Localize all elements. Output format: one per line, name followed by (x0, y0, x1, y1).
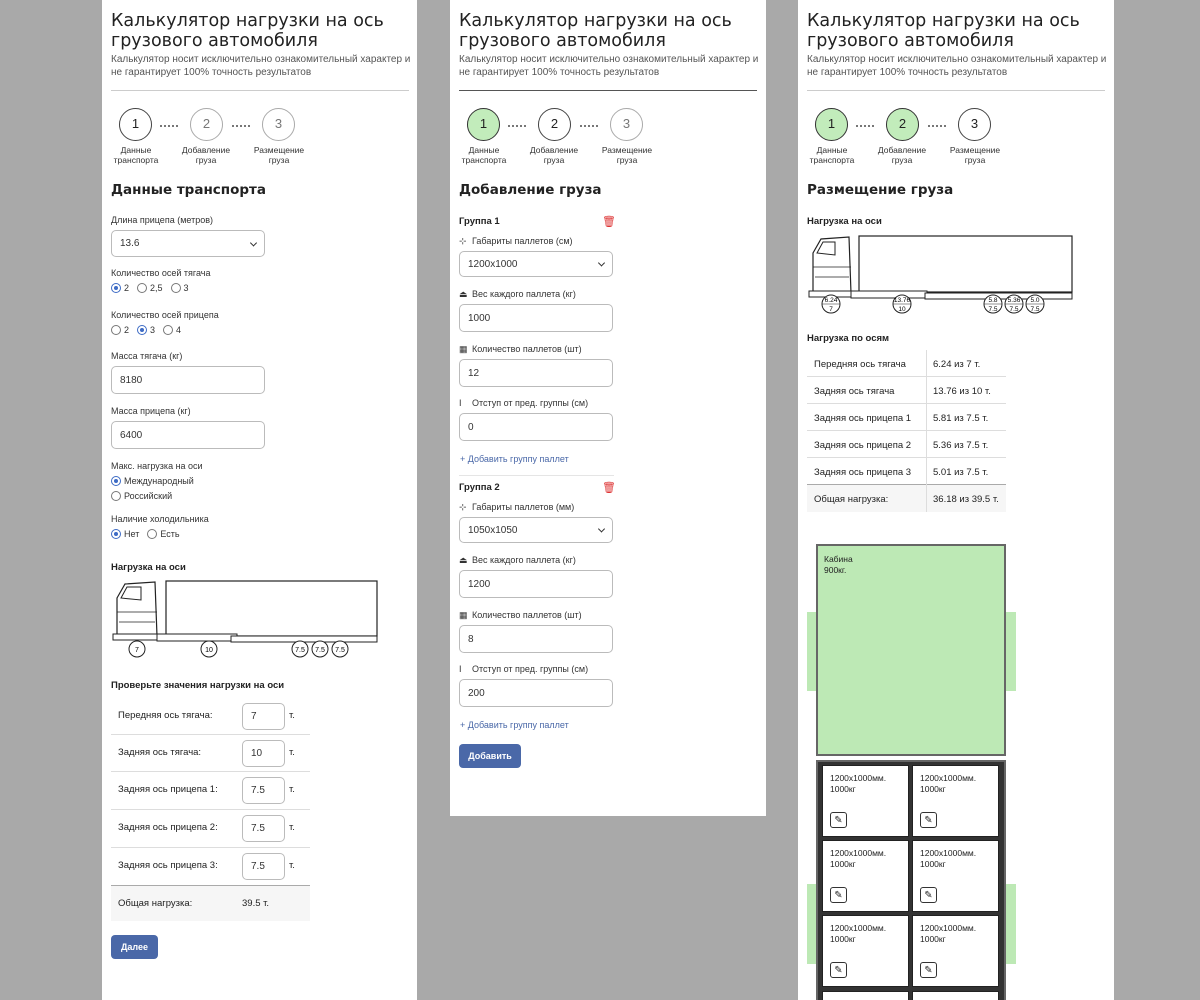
axle-load-t2-max: 7.5 (1009, 306, 1019, 313)
step-2-circle[interactable]: 2 (190, 108, 223, 141)
row-label: Задняя ось прицепа 3 (814, 467, 912, 478)
trailer-mass-input[interactable]: 6400 (111, 421, 265, 449)
dims-label (459, 236, 573, 247)
axle-input[interactable]: 10 (242, 740, 285, 767)
divider (459, 475, 614, 476)
radio-option[interactable] (171, 283, 189, 293)
edit-icon[interactable]: ✎ (920, 887, 937, 903)
pallet-cell[interactable] (822, 840, 909, 912)
step-1-circle[interactable]: 1 (119, 108, 152, 141)
axle-input[interactable]: 7.5 (242, 777, 285, 804)
axle-value-trailer-1: 7.5 (295, 647, 305, 654)
axle-input[interactable]: 7.5 (242, 853, 285, 880)
row-label: Передняя ось тягача (814, 359, 906, 370)
step-connector (232, 125, 250, 127)
unit-label: т. (289, 822, 295, 833)
table-row (111, 772, 310, 810)
column-divider (926, 350, 927, 377)
tractor-axles-radio-group (111, 283, 197, 293)
total-label: Общая нагрузка: (814, 494, 889, 505)
step-3-label: Размещение груза (253, 145, 305, 165)
plus-icon: + (460, 454, 468, 464)
step-2-label: Добавление груза (181, 145, 231, 165)
axles-table (807, 350, 1006, 512)
trailer-axles-radio-group (111, 325, 189, 335)
axle-input[interactable]: 7.5 (242, 815, 285, 842)
tractor-axles-label: Количество осей тягача (111, 268, 211, 278)
step-2-label: Добавление груза (529, 145, 579, 165)
max-load-radio-option[interactable] (111, 491, 172, 501)
trash-icon[interactable]: 🗑 (602, 482, 616, 494)
group-title: Группа 2 (459, 482, 500, 493)
radio-option[interactable] (111, 283, 129, 293)
table-row (111, 735, 310, 772)
radio-label: 2 (124, 283, 130, 293)
pallet-cell[interactable] (912, 765, 999, 837)
pallet-weight: 1000кг (830, 784, 856, 794)
axle-load-t1-max: 7.5 (988, 306, 998, 313)
radio-label: 3 (150, 325, 156, 335)
edit-icon[interactable]: ✎ (920, 962, 937, 978)
row-value: 6.24 из 7 т. (933, 359, 981, 370)
truck-diagram (807, 233, 1077, 319)
max-load-radio-option[interactable] (111, 476, 194, 486)
weight-label (459, 289, 576, 300)
cabin-weight: 900кг. (824, 565, 847, 575)
axle-load-rear-current: 13.76 (893, 297, 911, 304)
dimensions-icon: ⊹ (459, 502, 467, 512)
unit-label: т. (289, 747, 295, 758)
weight-input[interactable]: 1000 (459, 304, 613, 332)
column-divider (926, 485, 927, 512)
radio-label: 2,5 (150, 283, 163, 293)
pallet-icon: ▦ (459, 344, 468, 354)
fridge-radio-group (111, 529, 188, 539)
pallet-cell[interactable] (912, 915, 999, 987)
row-value: 13.76 из 10 т. (933, 386, 991, 397)
pallet-size: 1200x1000мм. (920, 923, 977, 933)
axle-value-rear: 10 (205, 647, 213, 654)
row-value: 5.81 из 7.5 т. (933, 413, 989, 424)
step-1-label: Данные транспорта (461, 145, 507, 165)
divider (111, 90, 409, 91)
panel-add-cargo (450, 0, 766, 816)
add-group-link[interactable] (460, 454, 569, 464)
total-label: Общая нагрузка: (118, 898, 193, 909)
count-label (459, 610, 582, 621)
axle-load-title: Нагрузка на оси (111, 562, 186, 573)
radio-icon (111, 283, 121, 293)
check-title: Проверьте значения нагрузки на оси (111, 680, 285, 691)
page-title: Калькулятор нагрузки на ось грузового автомобиля (459, 11, 732, 51)
table-row (111, 698, 310, 735)
column-divider (926, 377, 927, 404)
next-button[interactable]: Далее (111, 935, 158, 959)
edit-icon[interactable]: ✎ (830, 962, 847, 978)
table-row (807, 404, 1006, 431)
row-label: Задняя ось прицепа 1: (118, 784, 218, 795)
offset-label (459, 664, 588, 674)
unit-label: т. (289, 710, 295, 721)
check-table (111, 698, 310, 921)
step-1-label: Данные транспорта (809, 145, 855, 165)
step-1-label: Данные транспорта (113, 145, 159, 165)
radio-label: 2 (124, 325, 130, 335)
pallet-size: 1200x1000мм. (920, 848, 977, 858)
radio-label: 4 (176, 325, 182, 335)
pallet-weight: 1000кг (830, 859, 856, 869)
axle-load-rear-max: 10 (898, 306, 906, 313)
weight-label (459, 555, 576, 566)
dims-select[interactable] (459, 251, 613, 277)
add-group-link-text: Добавить группу паллет (467, 720, 569, 730)
step-2-circle[interactable]: 2 (886, 108, 919, 141)
radio-label: 3 (183, 283, 189, 293)
dims-label-text: Габариты паллетов (см) (472, 236, 573, 246)
row-label: Задняя ось тягача: (118, 747, 202, 758)
step-connector (928, 125, 946, 127)
radio-icon (137, 325, 147, 335)
offset-input[interactable]: 0 (459, 413, 613, 441)
trailer-length-label: Длина прицепа (метров) (111, 215, 213, 225)
weight-label-text: Вес каждого паллета (кг) (472, 289, 576, 299)
panel-vehicle-data (102, 0, 417, 1000)
axle-value-trailer-2: 7.5 (315, 647, 325, 654)
row-label: Задняя ось прицепа 1 (814, 413, 912, 424)
column-divider (926, 431, 927, 458)
column-divider (926, 458, 927, 485)
offset-label-text: Отступ от пред. группы (см) (472, 398, 589, 408)
radio-icon (111, 325, 121, 335)
page-title: Калькулятор нагрузки на ось грузового автомобиля (111, 11, 384, 51)
add-group-link-text: Добавить группу паллет (467, 454, 569, 464)
radio-option[interactable] (137, 325, 155, 335)
radio-option[interactable] (111, 325, 129, 335)
unit-label: т. (289, 784, 295, 795)
radio-option[interactable] (137, 283, 163, 293)
divider (459, 90, 757, 91)
radio-label: Российский (124, 491, 173, 501)
group-title: Группа 1 (459, 216, 500, 227)
radio-icon (137, 283, 147, 293)
row-label: Задняя ось прицепа 3: (118, 860, 218, 871)
fridge-label: Наличие холодильника (111, 514, 209, 524)
step-3-label: Размещение груза (601, 145, 653, 165)
axle-load-t1-current: 5.8 (988, 297, 998, 304)
offset-input[interactable]: 200 (459, 679, 613, 707)
dimensions-icon: ⊹ (459, 236, 467, 246)
step-1-circle[interactable]: 1 (467, 108, 500, 141)
cabin-block (816, 544, 1006, 756)
pallet-cell[interactable] (822, 991, 909, 1000)
chevron-down-icon (250, 239, 257, 246)
dims-value: 1200x1000 (468, 258, 518, 270)
dims-label-text: Габариты паллетов (мм) (472, 502, 575, 512)
add-group-link[interactable] (460, 720, 569, 730)
pallet-size: 1200x1000мм. (830, 848, 887, 858)
unit-label: т. (289, 860, 295, 871)
step-1-circle[interactable]: 1 (815, 108, 848, 141)
weight-icon: ⏏ (459, 555, 468, 565)
axles-title: Нагрузка по осям (807, 333, 890, 344)
page-title: Калькулятор нагрузки на ось грузового автомобиля (807, 11, 1080, 51)
pallet-size: 1200x1000мм. (830, 773, 887, 783)
step-3-circle[interactable]: 3 (610, 108, 643, 141)
radio-icon (171, 283, 181, 293)
row-label: Задняя ось прицепа 2 (814, 440, 912, 451)
pallet-cell[interactable] (912, 991, 999, 1000)
edit-icon[interactable]: ✎ (830, 887, 847, 903)
row-value: 5.01 из 7.5 т. (933, 467, 989, 478)
count-label (459, 344, 582, 355)
radio-label: Международный (124, 476, 194, 486)
page-subtitle: Калькулятор носит исключительно ознакомительный характер и не гарантирует 100% точность результатов (807, 54, 1107, 78)
table-row (111, 848, 310, 886)
row-label: Задняя ось тягача (814, 386, 895, 397)
weight-label-text: Вес каждого паллета (кг) (472, 555, 576, 565)
pallet-cell[interactable] (822, 915, 909, 987)
count-input[interactable]: 12 (459, 359, 613, 387)
chevron-down-icon (598, 525, 605, 532)
axle-input[interactable]: 7 (242, 703, 285, 730)
count-input[interactable]: 8 (459, 625, 613, 653)
radio-option[interactable] (163, 325, 181, 335)
step-connector (508, 125, 526, 127)
trailer-mass-label: Масса прицепа (кг) (111, 406, 191, 416)
offset-label (459, 398, 588, 408)
step-2-label: Добавление груза (877, 145, 927, 165)
step-connector (160, 125, 178, 127)
step-connector (856, 125, 874, 127)
plus-icon: + (460, 720, 468, 730)
edit-icon[interactable]: ✎ (830, 812, 847, 828)
pallet-cell[interactable] (912, 840, 999, 912)
radio-icon (111, 476, 121, 486)
step-3-label: Размещение груза (949, 145, 1001, 165)
add-button[interactable]: Добавить (459, 744, 521, 768)
total-value: 36.18 из 39.5 т. (933, 494, 999, 505)
section-title: Данные транспорта (111, 182, 266, 198)
axle-load-t3-current: 5.0 (1030, 297, 1040, 304)
row-label: Передняя ось тягача: (118, 710, 213, 721)
edit-icon[interactable]: ✎ (920, 812, 937, 828)
axle-load-front-current: 6.24 (824, 297, 838, 304)
truck-diagram (111, 578, 381, 660)
radio-icon (147, 529, 157, 539)
step-3-circle[interactable]: 3 (262, 108, 295, 141)
axle-load-front-max: 7 (829, 306, 833, 313)
trailer-length-select[interactable] (111, 230, 265, 257)
offset-icon: I (459, 398, 462, 408)
weight-icon: ⏏ (459, 289, 468, 299)
pallet-weight: 1000кг (920, 784, 946, 794)
step-3-circle[interactable]: 3 (958, 108, 991, 141)
tractor-mass-input[interactable]: 8180 (111, 366, 265, 394)
dims-value: 1050x1050 (468, 524, 518, 536)
table-row (807, 350, 1006, 377)
radio-option[interactable] (111, 529, 139, 539)
section-title: Размещение груза (807, 182, 954, 198)
axle-load-title: Нагрузка на оси (807, 216, 882, 227)
axle-load-t3-max: 7.5 (1030, 306, 1040, 313)
section-title: Добавление груза (459, 182, 602, 198)
trailer-length-value: 13.6 (120, 238, 140, 249)
divider (807, 90, 1105, 91)
row-label: Задняя ось прицепа 2: (118, 822, 218, 833)
pallet-icon: ▦ (459, 610, 468, 620)
radio-option[interactable] (147, 529, 179, 539)
total-row (807, 485, 1006, 512)
weight-input[interactable]: 1200 (459, 570, 613, 598)
radio-label: Есть (160, 529, 180, 539)
axle-value-front: 7 (135, 647, 139, 654)
table-row (111, 810, 310, 848)
count-label-text: Количество паллетов (шт) (472, 344, 582, 354)
total-value: 39.5 т. (242, 898, 270, 909)
pallet-weight: 1000кг (830, 934, 856, 944)
dims-select[interactable] (459, 517, 613, 543)
row-value: 5.36 из 7.5 т. (933, 440, 989, 451)
column-divider (926, 404, 927, 431)
trailer-axles-label: Количество осей прицепа (111, 310, 219, 320)
page-subtitle: Калькулятор носит исключительно ознакомительный характер и не гарантирует 100% точность результатов (459, 54, 759, 78)
panel-cargo-placement (798, 0, 1114, 1000)
table-row (807, 458, 1006, 485)
total-row (111, 886, 310, 921)
chevron-down-icon (598, 259, 605, 266)
pallet-size: 1200x1000мм. (920, 773, 977, 783)
offset-label-text: Отступ от пред. группы (см) (472, 664, 589, 674)
page-subtitle: Калькулятор носит исключительно ознакомительный характер и не гарантирует 100% точность результатов (111, 54, 411, 78)
pallet-cell[interactable] (822, 765, 909, 837)
step-connector (580, 125, 598, 127)
radio-icon (111, 529, 121, 539)
tractor-mass-label: Масса тягача (кг) (111, 351, 183, 361)
pallet-size: 1200x1000мм. (830, 923, 887, 933)
offset-icon: I (459, 664, 462, 674)
axle-load-t2-current: 5.36 (1007, 297, 1021, 304)
radio-label: Нет (124, 529, 140, 539)
dims-label (459, 502, 574, 513)
count-label-text: Количество паллетов (шт) (472, 610, 582, 620)
table-row (807, 377, 1006, 404)
step-2-circle[interactable]: 2 (538, 108, 571, 141)
cabin-label: Кабина (824, 554, 853, 564)
table-row (807, 431, 1006, 458)
radio-icon (163, 325, 173, 335)
radio-icon (111, 491, 121, 501)
pallet-weight: 1000кг (920, 934, 946, 944)
pallet-weight: 1000кг (920, 859, 946, 869)
axle-value-trailer-3: 7.5 (335, 647, 345, 654)
trash-icon[interactable]: 🗑 (602, 216, 616, 228)
max-load-label: Макс. нагрузка на оси (111, 461, 203, 471)
